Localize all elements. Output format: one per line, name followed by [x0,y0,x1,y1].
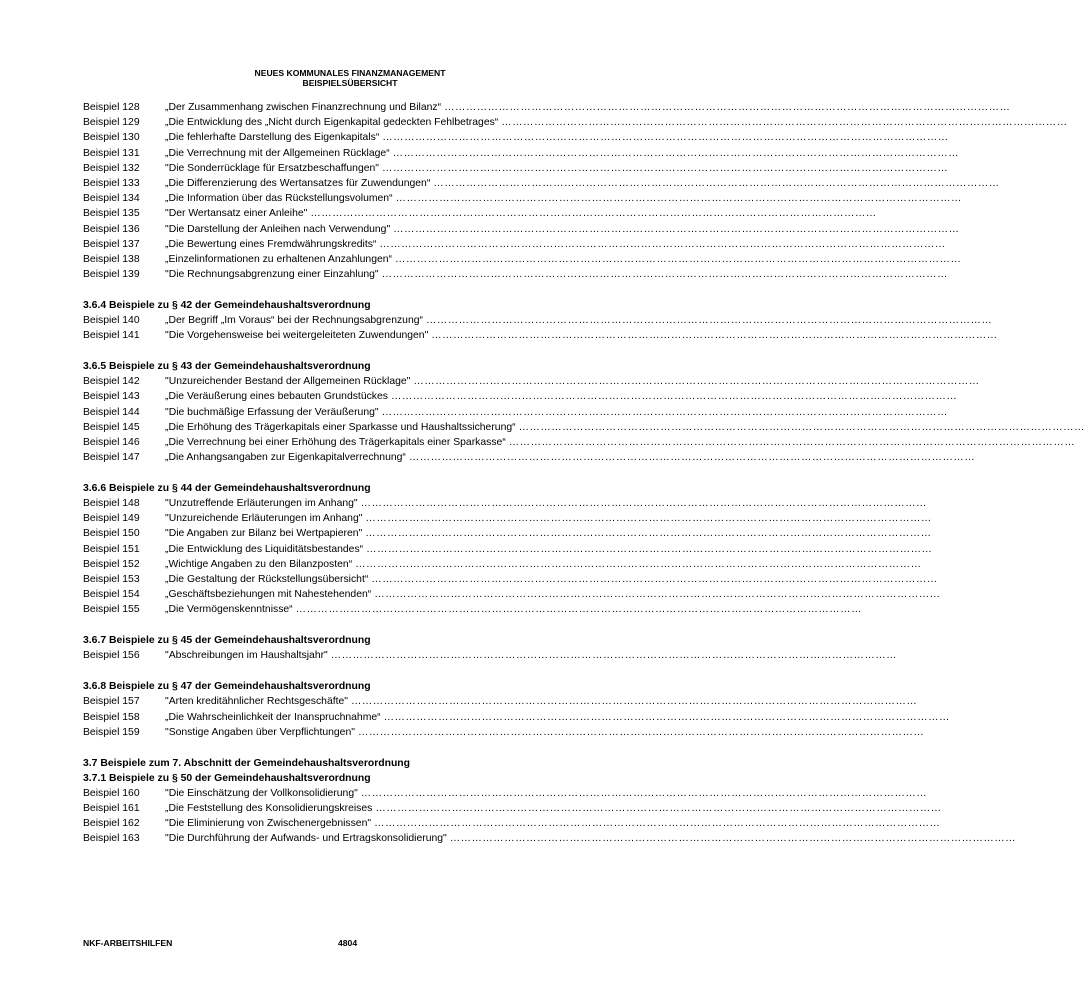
example-number: Beispiel 151 [83,543,140,555]
example-entry[interactable] [83,176,1000,191]
example-entry[interactable] [83,389,958,404]
example-number: Beispiel 160 [83,787,140,799]
example-entry[interactable] [83,267,948,282]
example-entry[interactable] [83,130,949,145]
example-number: Beispiel 143 [83,391,140,403]
dot-leader: ………………………………………………………………………………………………………………………………………… [433,177,1000,189]
example-entry[interactable] [83,496,927,511]
header-subtitle: BEISPIELSÜBERSICHT [302,78,398,88]
dot-leader: ………………………………………………………………………………………………………………………………………… [518,421,1085,433]
example-entry[interactable] [83,710,950,725]
example-number: Beispiel 141 [83,330,140,342]
example-title: „Der Begriff „Im Voraus“ bei der Rechnungsabgrenzung“ [165,315,423,327]
example-number: Beispiel 149 [83,513,140,525]
example-entry[interactable] [83,146,959,161]
section-heading: 3.6.7 Beispiele zu § 45 der Gemeindehaushaltsverordnung [83,635,371,647]
example-entry[interactable] [83,572,938,587]
example-title: "Unzureichender Bestand der Allgemeinen Rücklage" [165,376,411,388]
example-title: „Die Entwicklung des Liquiditätsbestandes“ [165,543,364,555]
dot-leader: ………………………………………………………………………………………………………………………………………… [381,406,948,418]
dot-leader: ………………………………………………………………………………………………………………………………………… [431,330,998,342]
example-title: "Die Eliminierung von Zwischenergebnissen" [165,818,372,830]
example-entry[interactable] [83,313,993,328]
example-number: Beispiel 138 [83,253,140,265]
example-number: Beispiel 128 [83,102,140,113]
example-number: Beispiel 158 [83,711,140,723]
example-entry[interactable] [83,115,1068,130]
example-title: "Die Durchführung der Aufwands- und Ertragskonsolidierung" [165,833,447,845]
dot-leader: ………………………………………………………………………………………………………………………………………… [508,436,1076,448]
example-entry[interactable] [83,435,1076,450]
page-number: 4804 [338,938,358,948]
section-gap [83,343,618,359]
example-entry[interactable] [83,526,932,541]
dot-leader: ………………………………………………………………………………………………………………………………………… [371,574,938,586]
dot-leader: ………………………………………………………………………………………………………………………………………… [395,193,962,205]
example-title: "Arten kreditähnlicher Rechtsgeschäfte" [165,696,348,708]
example-title: „Die Bewertung eines Fremdwährungskredits“ [165,238,377,250]
section-heading: 3.6.6 Beispiele zu § 44 der Gemeindehaushaltsverordnung [83,482,371,494]
footer-series: NKF-ARBEITSHILFEN [83,938,173,948]
example-entry[interactable] [83,206,877,221]
section-gap [83,465,618,481]
example-entry[interactable] [83,831,1017,846]
dot-leader: ………………………………………………………………………………………………………………………………………… [425,315,993,327]
dot-leader: ………………………………………………………………………………………………………………………………………… [395,253,962,265]
example-number: Beispiel 156 [83,650,140,662]
example-number: Beispiel 148 [83,498,140,510]
example-entry[interactable] [83,420,1085,435]
example-number: Beispiel 142 [83,376,140,388]
example-title: „Die Erhöhung des Trägerkapitals einer Sparkasse und Haushaltssicherung“ [165,421,516,433]
example-number: Beispiel 146 [83,436,140,448]
section-heading: 3.6.5 Beispiele zu § 43 der Gemeindehaushaltsverordnung [83,361,371,372]
examples-list [83,100,1085,847]
dot-leader: ………………………………………………………………………………………………………………………………………… [355,558,922,570]
example-title: „Die fehlerhafte Darstellung des Eigenkapitals“ [165,132,380,144]
dot-leader: ………………………………………………………………………………………………………………………………………… [413,376,980,388]
example-title: „Die Anhangsangaben zur Eigenkapitalverrechnung“ [165,452,406,464]
example-number: Beispiel 147 [83,452,140,464]
example-title: "Die Darstellung der Anleihen nach Verwendung" [165,223,391,235]
example-title: "Die buchmäßige Erfassung der Veräußerung" [165,406,379,418]
example-entry[interactable] [83,161,949,176]
example-title: "Die Angaben zur Bilanz bei Wertpapieren" [165,528,363,540]
example-title: „Die Gestaltung der Rückstellungsübersicht“ [165,574,369,586]
example-entry[interactable] [83,222,960,237]
dot-leader: ………………………………………………………………………………………………………………………………………… [444,102,1011,113]
example-entry[interactable] [83,602,862,617]
example-number: Beispiel 159 [83,726,140,738]
example-title: "Die Einschätzung der Vollkonsolidierung" [165,787,358,799]
section-heading: 3.6.4 Beispiele zu § 42 der Gemeindehaushaltsverordnung [83,299,371,311]
example-entry[interactable] [83,542,933,557]
example-title: "Die Rechnungsabgrenzung einer Einzahlung" [165,269,379,281]
dot-leader: ………………………………………………………………………………………………………………………………………… [449,833,1017,845]
dot-leader: ………………………………………………………………………………………………………………………………………… [360,498,927,510]
example-entry[interactable] [83,328,998,343]
example-number: Beispiel 140 [83,315,140,327]
dot-leader: ………………………………………………………………………………………………………………………………………… [375,803,942,815]
dot-leader: ………………………………………………………………………………………………………………………………………… [374,818,941,830]
example-title: "Unzureichende Erläuterungen im Anhang" [165,513,363,525]
dot-leader: ………………………………………………………………………………………………………………………………………… [366,543,933,555]
example-title: „Die Veräußerung eines bebauten Grundstückes [165,391,388,403]
example-title: „Die Feststellung des Konsolidierungskreises [165,803,373,815]
section-gap [83,282,618,298]
section-heading: 3.6.8 Beispiele zu § 47 der Gemeindehaushaltsverordnung [83,681,371,693]
example-entry[interactable] [83,816,941,831]
example-entry[interactable] [83,557,922,572]
dot-leader: ………………………………………………………………………………………………………………………………………… [330,650,898,662]
example-number: Beispiel 157 [83,696,140,708]
example-number: Beispiel 137 [83,238,140,250]
example-title: „Die Verrechnung mit der Allgemeinen Rücklage“ [165,147,390,159]
example-number: Beispiel 131 [83,147,140,159]
example-entry[interactable] [83,587,941,602]
example-entry[interactable] [83,511,932,526]
example-title: „Wichtige Angaben zu den Bilanzposten“ [165,558,353,570]
example-title: „Der Zusammenhang zwischen Finanzrechnung und Bilanz“ [165,102,442,113]
example-title: „Die Vermögenskenntnisse“ [165,604,293,616]
dot-leader: ………………………………………………………………………………………………………………………………………… [390,391,958,403]
example-title: „Die Verrechnung bei einer Erhöhung des Trägerkapitals einer Sparkasse“ [165,436,506,448]
dot-leader: ………………………………………………………………………………………………………………………………………… [360,787,928,799]
example-number: Beispiel 154 [83,589,140,601]
example-title: "Die Sonderrücklage für Ersatzbeschaffungen" [165,162,379,174]
example-title: "Der Wertansatz einer Anleihe" [165,208,308,220]
section-heading: 3.7 Beispiele zum 7. Abschnitt der Gemeindehaushaltsverordnung [83,757,411,769]
example-number: Beispiel 163 [83,833,140,845]
example-number: Beispiel 153 [83,574,140,586]
example-entry[interactable] [83,694,918,709]
dot-leader: ………………………………………………………………………………………………………………………………………… [310,208,877,220]
dot-leader: ………………………………………………………………………………………………………………………………………… [295,604,862,616]
example-number: Beispiel 133 [83,177,140,189]
dot-leader: ………………………………………………………………………………………………………………………………………… [381,269,948,281]
dot-leader: ………………………………………………………………………………………………………………………………………… [350,696,918,708]
example-entry[interactable] [83,191,962,206]
example-number: Beispiel 130 [83,132,140,144]
example-number: Beispiel 134 [83,193,140,205]
dot-leader: ………………………………………………………………………………………………………………………………………… [381,162,949,174]
example-entry[interactable] [83,801,942,816]
example-entry[interactable] [83,725,925,740]
page-header [0,68,700,88]
dot-leader: ………………………………………………………………………………………………………………………………………… [393,223,960,235]
example-title: "Unzutreffende Erläuterungen im Anhang" [165,498,358,510]
example-entry[interactable] [83,786,928,801]
dot-leader: ………………………………………………………………………………………………………………………………………… [392,147,959,159]
dot-leader: ………………………………………………………………………………………………………………………………………… [383,711,950,723]
example-number: Beispiel 136 [83,223,140,235]
example-entry[interactable] [83,450,976,465]
example-number: Beispiel 145 [83,421,140,433]
dot-leader: ………………………………………………………………………………………………………………………………………… [357,726,925,738]
example-title: „Einzelinformationen zu erhaltenen Anzahlungen“ [165,253,393,265]
section-heading: 3.7.1 Beispiele zu § 50 der Gemeindehaushaltsverordnung [83,772,371,784]
example-number: Beispiel 132 [83,162,140,174]
section-gap [83,740,618,756]
dot-leader: ………………………………………………………………………………………………………………………………………… [501,117,1068,129]
example-entry[interactable] [83,374,980,389]
example-entry[interactable] [83,405,948,420]
example-number: Beispiel 139 [83,269,140,281]
header-title: NEUES KOMMUNALES FINANZMANAGEMENT [254,68,446,78]
example-number: Beispiel 144 [83,406,140,418]
dot-leader: ………………………………………………………………………………………………………………………………………… [365,528,932,540]
section-gap [83,618,618,634]
section-gap [83,664,618,680]
example-number: Beispiel 129 [83,117,140,129]
example-title: "Sonstige Angaben über Verpflichtungen" [165,726,355,738]
example-number: Beispiel 150 [83,528,140,540]
dot-leader: ………………………………………………………………………………………………………………………………………… [408,452,976,464]
dot-leader: ………………………………………………………………………………………………………………………………………… [379,238,946,250]
example-number: Beispiel 152 [83,558,140,570]
example-entry[interactable] [83,100,1011,115]
example-number: Beispiel 162 [83,818,140,830]
example-entry[interactable] [83,237,946,252]
example-number: Beispiel 161 [83,803,140,815]
dot-leader: ………………………………………………………………………………………………………………………………………… [374,589,941,601]
example-entry[interactable] [83,648,898,663]
example-title: "Die Vorgehensweise bei weitergeleiteten Zuwendungen" [165,330,429,342]
example-title: „Die Entwicklung des „Nicht durch Eigenkapital gedeckten Fehlbetrages“ [165,117,499,129]
example-entry[interactable] [83,252,962,267]
dot-leader: ………………………………………………………………………………………………………………………………………… [382,132,949,144]
example-title: „Die Differenzierung des Wertansatzes für Zuwendungen“ [165,177,431,189]
example-title: "Abschreibungen im Haushaltsjahr" [165,650,328,662]
example-number: Beispiel 135 [83,208,140,220]
example-title: „Geschäftsbeziehungen mit Nahestehenden“ [165,589,372,601]
example-title: „Die Wahrscheinlichkeit der Inanspruchnahme“ [165,711,381,723]
dot-leader: ………………………………………………………………………………………………………………………………………… [365,513,932,525]
example-title: „Die Information über das Rückstellungsvolumen“ [165,193,393,205]
example-number: Beispiel 155 [83,604,140,616]
